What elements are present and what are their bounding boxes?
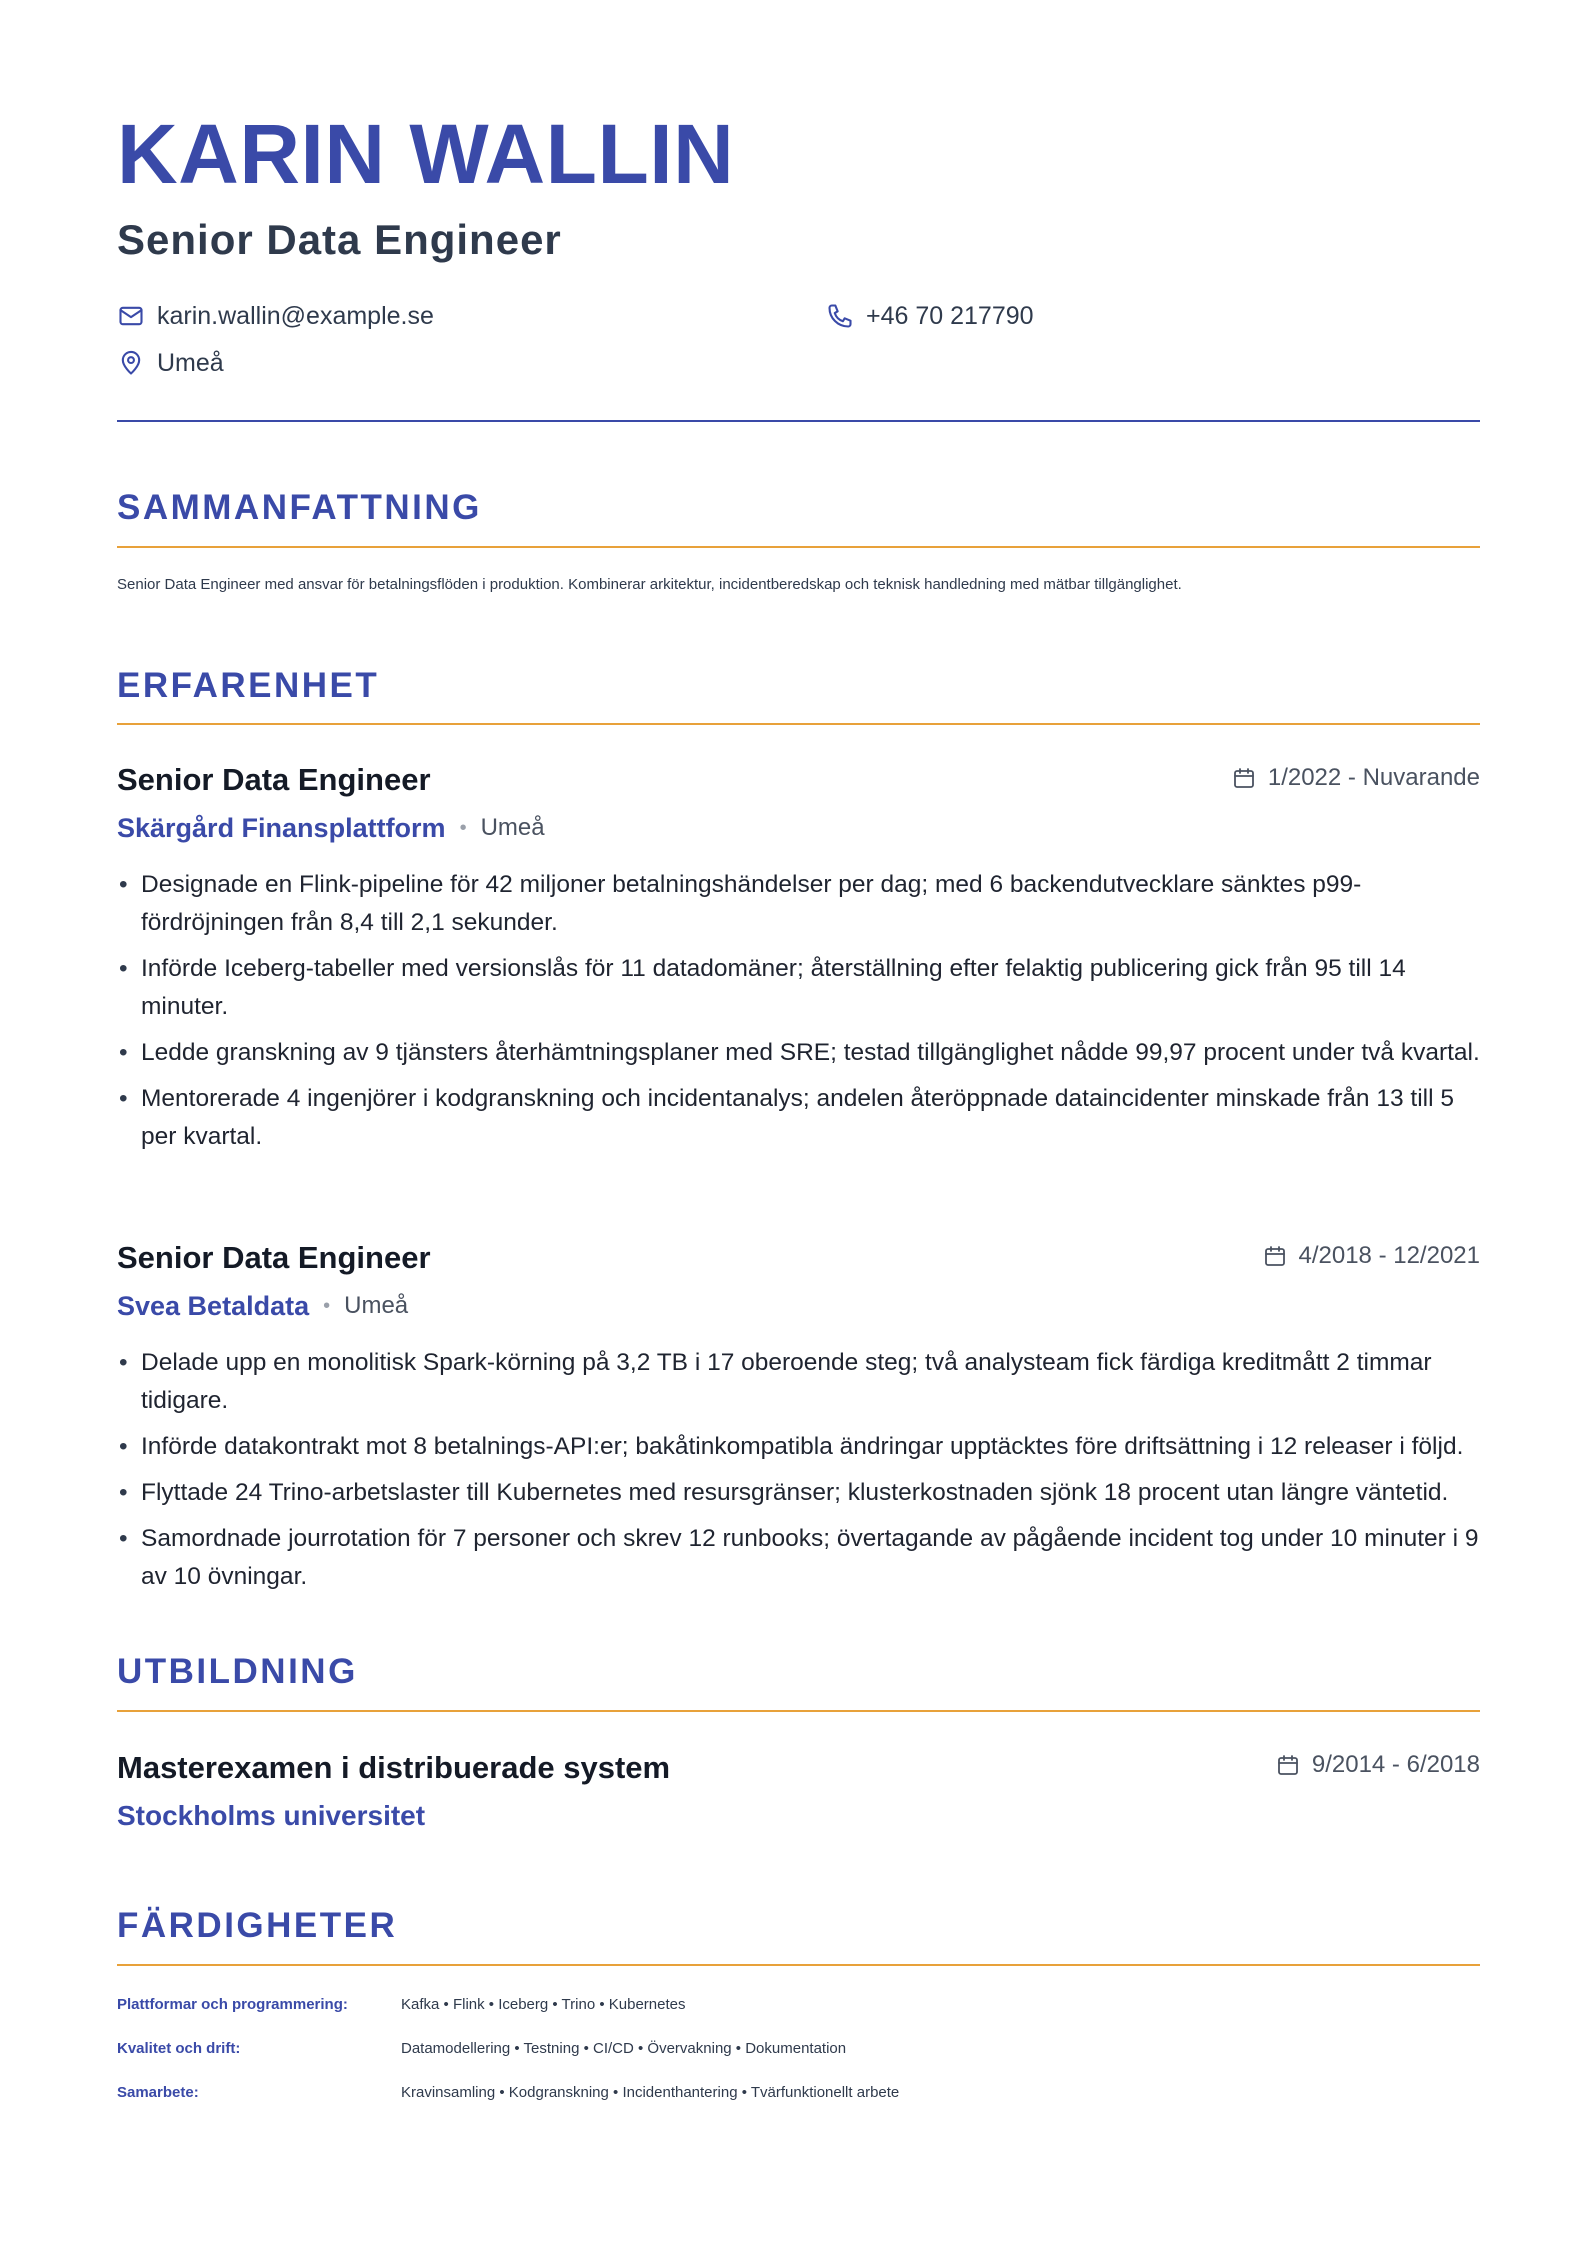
- calendar-icon: [1276, 1753, 1300, 1777]
- contact-email[interactable]: [117, 300, 434, 332]
- phone-icon: [826, 302, 854, 330]
- education-school: Stockholms universitet: [117, 1800, 426, 1831]
- skill-row: [117, 2082, 899, 2104]
- education-dates: [1276, 1749, 1480, 1781]
- section-divider: [117, 546, 1480, 548]
- job-company-line: [117, 1288, 408, 1324]
- company-name: Skärgård Finansplattform: [117, 813, 446, 843]
- skill-category: Samarbete:: [117, 2084, 199, 2101]
- section-title-experience: ERFARENHET: [117, 666, 380, 705]
- list-item: • Flyttade 24 Trino-arbetslaster till Kubernetes med resursgränser; klusterkostnaden sjönk 18 procent utan längre väntetid.: [117, 1474, 1480, 1512]
- list-item: • Ledde granskning av 9 tjänsters återhämtningsplaner med SRE; testad tillgänglighet nådde 99,97 procent under två kvartal.: [117, 1034, 1480, 1072]
- skill-items: Kravinsamling • Kodgranskning • Incidenthantering • Tvärfunktionellt arbete: [401, 2084, 900, 2101]
- job-bullets: [117, 1344, 1480, 1604]
- list-item: • Införde datakontrakt mot 8 betalnings-API:er; bakåtinkompatibla ändringar upptäcktes före driftsättning i 12 releaser i följd.: [117, 1428, 1480, 1466]
- job-location: Umeå: [480, 814, 545, 841]
- education-degree: Masterexamen i distribuerade system: [117, 1750, 671, 1785]
- calendar-icon: [1232, 766, 1256, 790]
- location-text: Umeå: [157, 349, 224, 377]
- candidate-role: Senior Data Engineer: [117, 216, 562, 263]
- separator-dot: •: [323, 1295, 331, 1317]
- section-divider: [117, 1710, 1480, 1712]
- company-name: Svea Betaldata: [117, 1291, 310, 1321]
- skill-category: Kvalitet och drift:: [117, 2040, 241, 2057]
- job-bullets: [117, 866, 1480, 1164]
- job-dates-text: 1/2022 - Nuvarande: [1267, 764, 1480, 791]
- contact-phone[interactable]: [826, 300, 1034, 332]
- header-divider: [117, 420, 1480, 422]
- job-location: Umeå: [344, 1292, 409, 1319]
- skill-items: Datamodellering • Testning • CI/CD • Övervakning • Dokumentation: [401, 2040, 847, 2057]
- section-title-skills: FÄRDIGHETER: [117, 1906, 398, 1945]
- section-divider: [117, 723, 1480, 725]
- job-dates-text: 4/2018 - 12/2021: [1298, 1242, 1480, 1269]
- job-dates: [1232, 762, 1480, 794]
- skill-row: [117, 2038, 846, 2060]
- list-item: • Delade upp en monolitisk Spark-körning på 3,2 TB i 17 oberoende steg; två analysteam fick färdiga kreditmått 2 timmar tidigare.: [117, 1344, 1480, 1420]
- list-item: • Införde Iceberg-tabeller med versionslås för 11 datadomäner; återställning efter felaktig publicering gick från 95 till 14 minuter.: [117, 950, 1480, 1026]
- list-item: • Designade en Flink-pipeline för 42 miljoner betalningshändelser per dag; med 6 backendutvecklare sänktes p99-fördröjningen från 8,4 till 2,1 sekunder.: [117, 866, 1480, 942]
- section-title-education: UTBILDNING: [117, 1652, 358, 1691]
- job-company-line: [117, 810, 545, 846]
- job-title: Senior Data Engineer: [117, 1240, 431, 1275]
- skill-row: [117, 1994, 685, 2016]
- list-item: • Mentorerade 4 ingenjörer i kodgranskning och incidentanalys; andelen återöppnade dataincidenter minskade från 13 till 5 per kvartal.: [117, 1080, 1480, 1156]
- section-divider: [117, 1964, 1480, 1966]
- summary-text: Senior Data Engineer med ansvar för betalningsflöden i produktion. Kombinerar arkitektur, incidentberedskap och teknisk handledning med mätbar tillgänglighet.: [117, 576, 1182, 593]
- education-dates-text: 9/2014 - 6/2018: [1311, 1751, 1480, 1778]
- skill-items: Kafka • Flink • Iceberg • Trino • Kubernetes: [401, 1996, 686, 2013]
- list-item: • Samordnade jourrotation för 7 personer och skrev 12 runbooks; övertagande av pågående incident tog under 10 minuter i 9 av 10 övningar.: [117, 1520, 1480, 1596]
- contact-location: [117, 347, 224, 379]
- section-title-summary: SAMMANFATTNING: [117, 488, 482, 527]
- candidate-name: KARIN WALLIN: [117, 107, 735, 201]
- separator-dot: •: [459, 817, 467, 839]
- calendar-icon: [1263, 1244, 1287, 1268]
- location-pin-icon: [117, 349, 145, 377]
- mail-icon: [117, 302, 145, 330]
- skill-category: Plattformar och programmering:: [117, 1996, 348, 2013]
- job-title: Senior Data Engineer: [117, 762, 431, 797]
- job-dates: [1263, 1240, 1481, 1272]
- phone-text: +46 70 217790: [866, 302, 1034, 330]
- email-text: karin.wallin@example.se: [157, 302, 434, 330]
